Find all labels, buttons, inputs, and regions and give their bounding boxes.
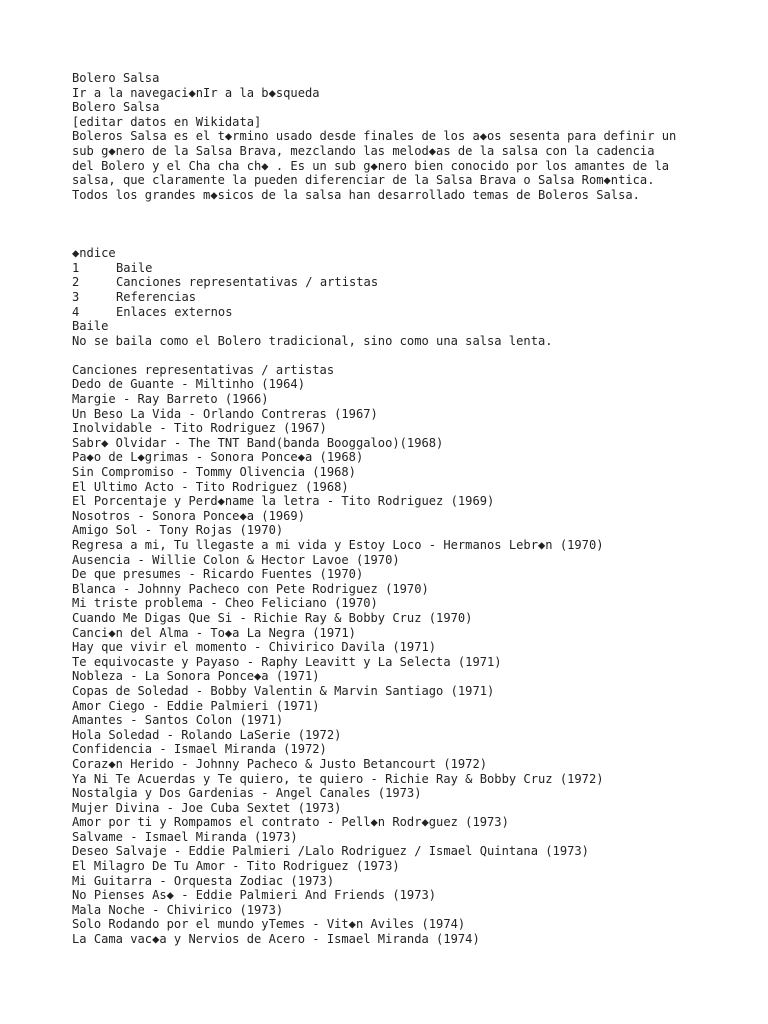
song-list-item: Ya Ni Te Acuerdas y Te quiero, te quiero - Richie Ray & Bobby Cruz (1972)	[72, 771, 604, 786]
table-of-contents	[72, 246, 712, 319]
song-list-item: Nosotros - Sonora Ponce◆a (1969)	[72, 508, 305, 523]
song-list	[72, 377, 712, 946]
song-list-item: El Porcentaje y Perd◆name la letra - Tito Rodriguez (1969)	[72, 494, 495, 509]
song-list-item: Pa◆o de L◆grimas - Sonora Ponce◆a (1968)	[72, 450, 364, 465]
song-list-item: Amor por ti y Rompamos el contrato - Pell◆n Rodr◆guez (1973)	[72, 815, 509, 830]
toc-label[interactable]: Baile	[116, 260, 153, 275]
intro-line: salsa, que claramente la pueden diferenciar de la Salsa Brava o Salsa Rom◆ntica.	[72, 173, 655, 188]
toc-label[interactable]: Referencias	[116, 289, 197, 304]
toc-label[interactable]: Canciones representativas / artistas	[116, 275, 379, 290]
baile-text: No se baila como el Bolero tradicional, sino como una salsa lenta.	[72, 333, 553, 348]
toc-number: 4	[72, 304, 80, 319]
toc-number: 1	[72, 260, 80, 275]
song-list-item: Mi triste problema - Cheo Feliciano (1970)	[72, 596, 378, 611]
song-list-item: Dedo de Guante - Miltinho (1964)	[72, 377, 305, 392]
song-list-item: Cuando Me Digas Que Si - Richie Ray & Bobby Cruz (1970)	[72, 610, 473, 625]
intro-line: sub g◆nero de la Salsa Brava, mezclando las melod◆as de la salsa con la cadencia	[72, 143, 655, 158]
song-list-item: Ausencia - Willie Colon & Hector Lavoe (1970)	[72, 552, 400, 567]
page-title: Bolero Salsa	[72, 71, 160, 85]
navigation-links[interactable]: Ir a la navegaci◆nIr a la b◆squeda	[72, 85, 320, 100]
song-list-item: Mujer Divina - Joe Cuba Sextet (1973)	[72, 800, 342, 815]
toc-item[interactable]	[72, 290, 712, 305]
intro-line: Boleros Salsa es el t◆rmino usado desde finales de los a◆os sesenta para definir un	[72, 129, 677, 144]
song-list-item: Un Beso La Vida - Orlando Contreras (1967)	[72, 406, 378, 421]
intro-line: del Bolero y el Cha cha ch◆ . Es un sub g◆nero bien conocido por los amantes de la	[72, 158, 670, 173]
spacer	[72, 348, 712, 363]
intro-paragraph	[72, 129, 712, 202]
toc-number: 2	[72, 275, 80, 290]
song-list-item: Regresa a mi, Tu llegaste a mi vida y Estoy Loco - Hermanos Lebr◆n (1970)	[72, 538, 604, 552]
toc-item[interactable]	[72, 261, 712, 276]
song-list-item: Amor Ciego - Eddie Palmieri (1971)	[72, 698, 320, 713]
song-list-item: La Cama vac◆a y Nervios de Acero - Ismael Miranda (1974)	[72, 932, 480, 947]
song-list-item: Deseo Salvaje - Eddie Palmieri /Lalo Rodriguez / Ismael Quintana (1973)	[72, 844, 589, 859]
spacer	[72, 202, 712, 231]
baile-section	[72, 319, 712, 348]
song-list-item: Mi Guitarra - Orquesta Zodiac (1973)	[72, 873, 335, 888]
toc-heading: ◆ndice	[72, 246, 116, 261]
canciones-section	[72, 363, 712, 947]
song-list-item: Solo Rodando por el mundo yTemes - Vit◆n Aviles (1974)	[72, 917, 466, 932]
song-list-item: El Milagro De Tu Amor - Tito Rodriguez (1973)	[72, 859, 400, 874]
song-list-item: De que presumes - Ricardo Fuentes (1970)	[72, 567, 364, 582]
song-list-item: Canci◆n del Alma - To◆a La Negra (1971)	[72, 625, 356, 640]
song-list-item: Te equivocaste y Payaso - Raphy Leavitt y La Selecta (1971)	[72, 654, 502, 669]
intro-line: Todos los grandes m◆sicos de la salsa han desarrollado temas de Boleros Salsa.	[72, 187, 640, 202]
toc-label[interactable]: Enlaces externos	[116, 304, 233, 319]
song-list-item: Amigo Sol - Tony Rojas (1970)	[72, 523, 284, 538]
song-list-item: Nobleza - La Sonora Ponce◆a (1971)	[72, 669, 320, 684]
song-list-item: No Pienses As◆ - Eddie Palmieri And Friends (1973)	[72, 888, 437, 903]
song-list-item: Copas de Soledad - Bobby Valentin & Marvin Santiago (1971)	[72, 683, 495, 698]
song-list-item: Hay que vivir el momento - Chivirico Davila (1971)	[72, 640, 437, 655]
song-list-item: Inolvidable - Tito Rodriguez (1967)	[72, 421, 327, 436]
song-list-item: Mala Noche - Chivirico (1973)	[72, 902, 284, 917]
song-list-item: Coraz◆n Herido - Johnny Pacheco & Justo Betancourt (1972)	[72, 756, 488, 771]
song-list-item: El Ultimo Acto - Tito Rodriguez (1968)	[72, 479, 349, 494]
section-heading-canciones: Canciones representativas / artistas	[72, 362, 335, 377]
toc-number: 3	[72, 289, 80, 304]
song-list-item: Margie - Ray Barreto (1966)	[72, 392, 269, 407]
section-heading-baile: Baile	[72, 319, 109, 334]
song-list-item: Sabr◆ Olvidar - The TNT Band(banda Booggaloo)(1968)	[72, 435, 444, 450]
song-list-item: Salvame - Ismael Miranda (1973)	[72, 829, 298, 844]
song-list-item: Hola Soledad - Rolando LaSerie (1972)	[72, 727, 342, 742]
song-list-item: Blanca - Johnny Pacheco con Pete Rodriguez (1970)	[72, 581, 429, 596]
spacer	[72, 232, 712, 247]
song-list-item: Nostalgia y Dos Gardenias - Angel Canales (1973)	[72, 786, 422, 801]
page-subtitle: Bolero Salsa	[72, 100, 160, 115]
song-list-item: Amantes - Santos Colon (1971)	[72, 713, 284, 728]
toc-item[interactable]	[72, 275, 712, 290]
toc-item[interactable]	[72, 305, 712, 320]
song-list-item: Sin Compromiso - Tommy Olivencia (1968)	[72, 465, 356, 480]
song-list-item: Confidencia - Ismael Miranda (1972)	[72, 742, 327, 757]
edit-wikidata-link[interactable]: [editar datos en Wikidata]	[72, 114, 262, 129]
document-page	[72, 71, 712, 947]
